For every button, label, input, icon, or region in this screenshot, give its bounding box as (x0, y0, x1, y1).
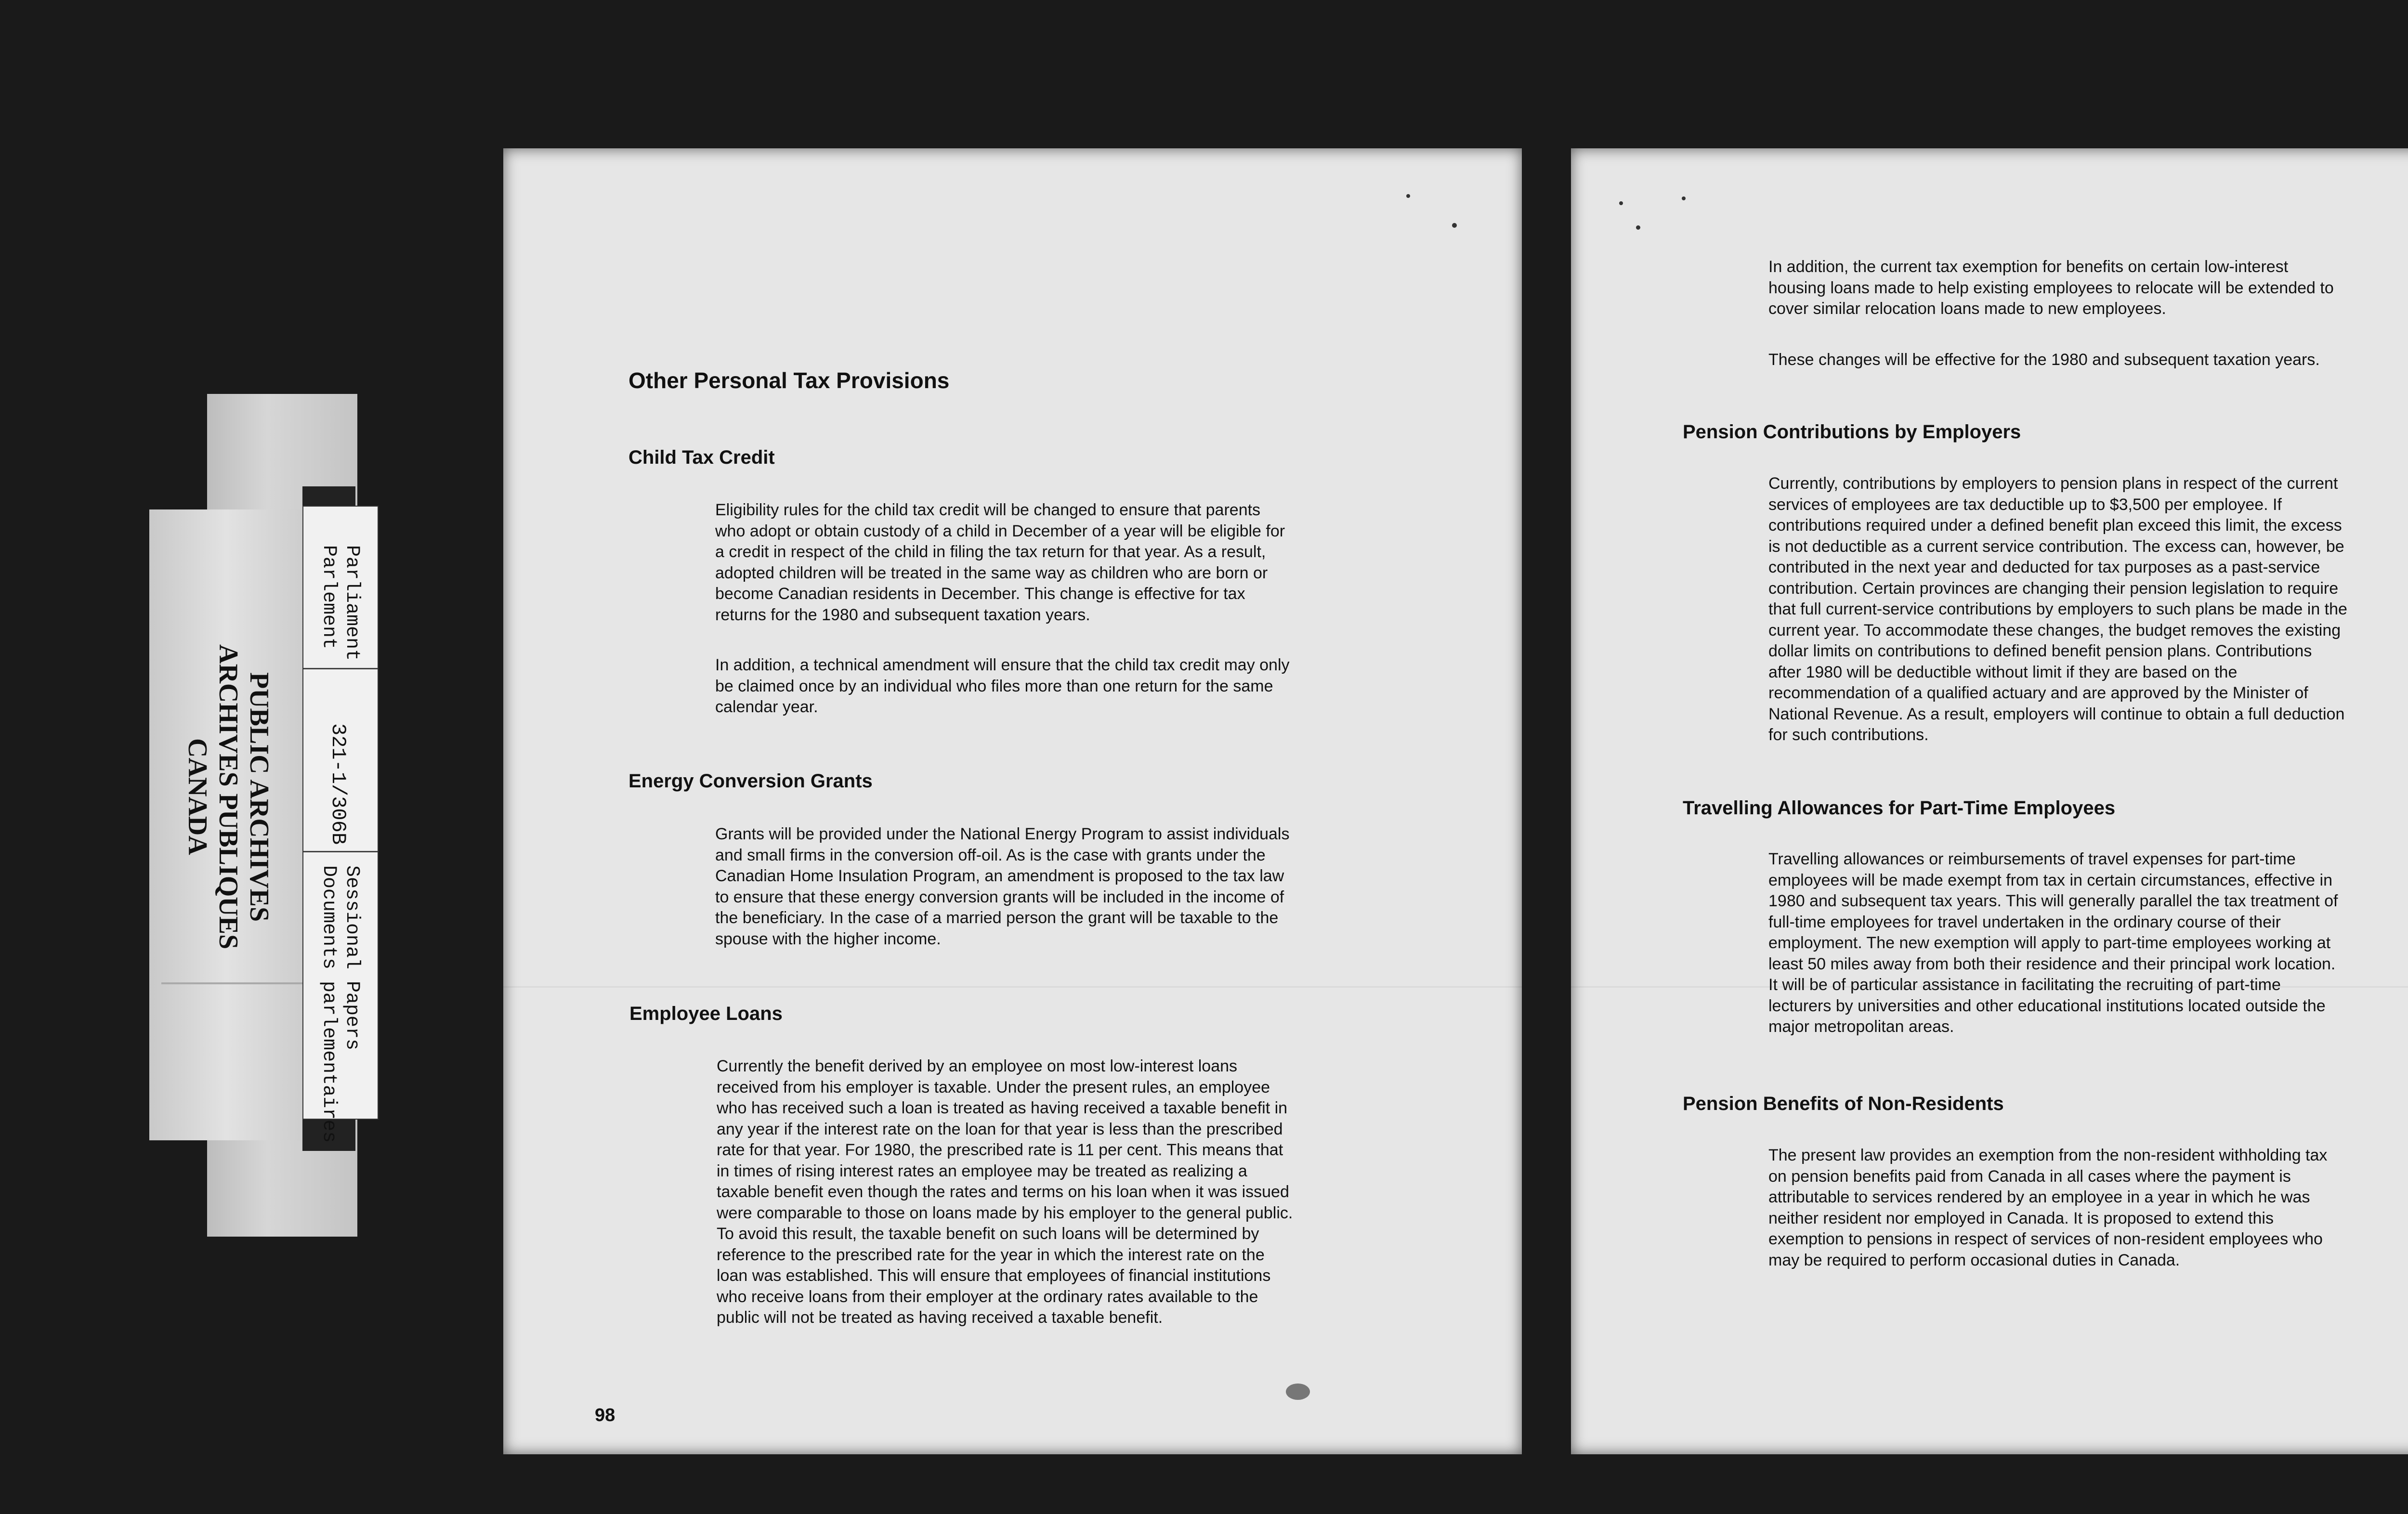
archive-tab-front (149, 509, 303, 1140)
section-title-pension-contributions: Pension Contributions by Employers (1683, 421, 2021, 443)
document-page-left (503, 148, 1522, 1454)
paragraph: In addition, a technical amendment will ensure that the child tax credit may only be claimed once by an individual who files more than one return for the same calendar year. (715, 656, 1290, 716)
archive-call-number-label (302, 506, 379, 1143)
page-number: 98 (595, 1405, 615, 1425)
archive-title-line-1: PUBLIC ARCHIVES (244, 672, 274, 922)
speck (1636, 225, 1640, 230)
label-parliament-fr: Parlement (318, 545, 340, 650)
section-title-energy-conversion-grants: Energy Conversion Grants (628, 770, 873, 792)
section-title-travelling-allowances: Travelling Allowances for Part-Time Employees (1683, 797, 2116, 819)
archive-title-line-2: ARCHIVES PUBLIQUES (213, 644, 243, 950)
paragraph: The present law provides an exemption from the non-resident withholding tax on pension benefits paid from Canada in all cases where the payment is attributable to services rendered by an employee in a year in which he was neither resident nor employed in Canada. It is proposed to extend this exemption to pensions in respect of services of non-resident employees who may be required to perform occasional duties in Canada. (1768, 1146, 2328, 1269)
archive-tab-fold (161, 982, 303, 984)
paragraph: Grants will be provided under the National Energy Program to assist individuals and small firms in the conversion off-oil. As is the case with grants under the Canadian Home Insulation Program, an amendment is proposed to the tax law to ensure that these energy conversion grants will be included in the income of the beneficiary. In the case of a married person the grant will be taxable to the spouse with the higher income. (715, 825, 1290, 948)
archive-title-line-3: CANADA (183, 738, 212, 855)
label-sessional-papers (317, 865, 363, 1143)
section-title-employee-loans: Employee Loans (629, 1003, 783, 1024)
paragraph: Currently, contributions by employers to pension plans in respect of the current services of employees are tax deductible up to $3,500 per employee. If contributions required under a defined benefit plan exceed this limit, the excess is not deductible as a current service contribution. The excess can, however, be contributed in the next year and deducted for tax purposes as a past-service contribution. Certain provinces are changing their pension legislation to require that full current-service contributions by employers to such plans be made in the current year. To accommodate these changes, the budget removes the existing dollar limits on contributions to defined benefit pension plans. Contributions after 1980 will be deductible without limit if they are based on the recommendation of a qualified actuary and are approved by the Minister of National Revenue. As a result, employers will continue to obtain a full deduction for such contributions. (1768, 474, 2347, 744)
speck (1452, 223, 1457, 228)
document-page-right (1571, 148, 2408, 1454)
paragraph: Currently the benefit derived by an employee on most low-interest loans received from his employer is taxable. Under the present rules, an employee who has received such a loan is treated as having received a taxable benefit in any year if the interest rate on the loan for that year is less than the prescribed rate for that year. For 1980, the prescribed rate is 11 per cent. This means that in times of rising interest rates an employee may be treated as realizing a taxable benefit even though the rates and terms on his loan when it was issued were comparable to those on loans made by his employer to the general public. To avoid this result, the taxable benefit on such loans will be determined by reference to the prescribed rate for the year in which the interest rate on the loan was established. This will ensure that employees of financial institutions who receive loans from their employer at the ordinary rates available to the public will not be treated as having received a taxable benefit. (717, 1057, 1293, 1327)
speck (1619, 201, 1623, 205)
paragraph: These changes will be effective for the 1980 and subsequent taxation years. (1768, 351, 2320, 369)
label-divider (303, 668, 378, 669)
paragraph: Travelling allowances or reimbursements of travel expenses for part-time employees will be made exempt from tax in certain circumstances, effective in 1980 and subsequent tax years. This will generally parallel the tax treatment of full-time employees for travel undertaken in the ordinary course of their employment. The new exemption will apply to part-time employees working at least 50 miles away from both their residence and their principal work location. It will be of particular assistance in facilitating the recruiting of part-time lecturers by universities and other educational institutions located outside the major metropolitan areas. (1768, 850, 2338, 1036)
section-title-child-tax-credit: Child Tax Credit (628, 447, 775, 468)
label-sessional-fr: Documents parlementaires (318, 865, 340, 1143)
label-sessional-en: Sessional Papers (341, 865, 363, 1051)
speck (1406, 194, 1410, 198)
paragraph: In addition, the current tax exemption for benefits on certain low-interest housing loans made to help existing employees to relocate will be extended to cover similar relocation loans made to new employees. (1768, 258, 2334, 318)
label-call-number: 321-1/306B (327, 723, 350, 845)
paragraph: Eligibility rules for the child tax credit will be changed to ensure that parents who adopt or obtain custody of a child in December of a year will be eligible for a credit in respect of the child in filing the tax return for that year. As a result, adopted children will be treated in the same way as children who are born or become Canadian residents in December. This change is effective for tax returns for the 1980 and subsequent taxation years. (715, 501, 1285, 624)
speck (1682, 196, 1686, 200)
speck (1286, 1383, 1310, 1400)
label-parliament (317, 545, 363, 661)
page-heading: Other Personal Tax Provisions (628, 368, 950, 393)
archive-title (182, 644, 275, 949)
label-divider (303, 851, 378, 852)
section-title-pension-benefits-non-residents: Pension Benefits of Non-Residents (1683, 1093, 2004, 1114)
label-parliament-en: Parliament (341, 545, 363, 661)
